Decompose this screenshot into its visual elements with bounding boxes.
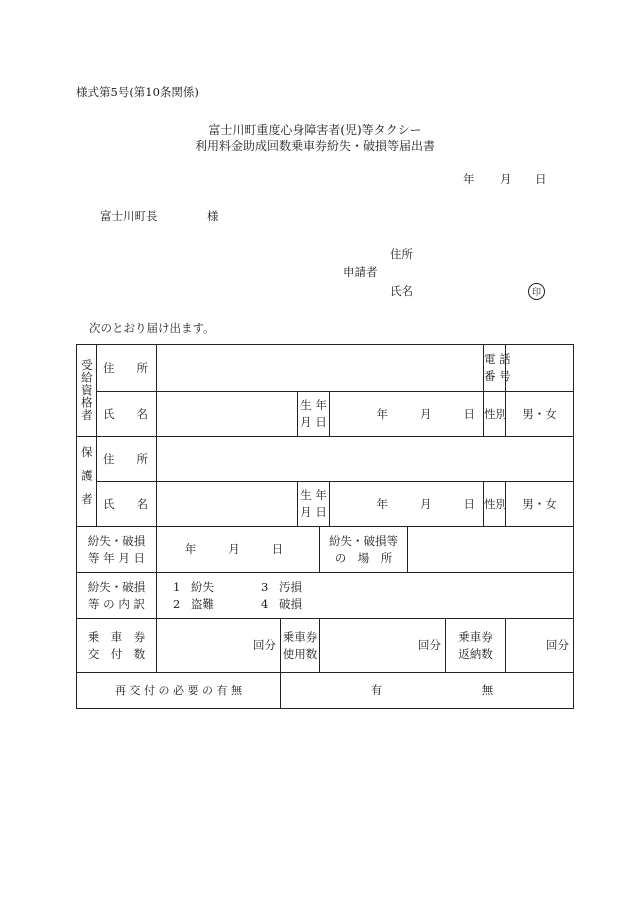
form-number: 様式第5号(第10条関係) — [76, 85, 199, 99]
birth-year-label: 年 — [376, 406, 388, 421]
recipient-name-field[interactable] — [157, 392, 298, 437]
breakdown-option-lost[interactable]: 紛失 — [191, 580, 214, 595]
address-label-2: 所 — [136, 360, 148, 375]
breakdown-label-1: 紛失・破損 — [87, 579, 146, 594]
phone-label-1: 電 話 — [484, 352, 511, 367]
returned-label-1: 乗車券 — [458, 629, 493, 644]
birth-day-label: 日 — [463, 406, 475, 421]
guardian-address-label-cell — [97, 437, 157, 482]
issued-label-2: 交 付 数 — [87, 646, 146, 661]
breakdown-option-damaged[interactable]: 破損 — [279, 596, 302, 611]
birth-month-label: 月 — [420, 406, 432, 421]
guardian-birth-month-label: 月 — [420, 496, 432, 511]
notification-table — [76, 344, 574, 709]
recipient-address-label-cell — [97, 345, 157, 392]
breakdown-num-1: 1 — [173, 580, 181, 595]
reissue-no-option[interactable]: 無 — [481, 683, 494, 698]
name-label-2: 名 — [136, 406, 148, 421]
issued-count-field[interactable]: 回分 — [157, 619, 281, 673]
guardian-address-field[interactable] — [157, 437, 574, 482]
breakdown-options[interactable] — [157, 573, 574, 619]
guardian-address-label-2: 所 — [136, 451, 148, 466]
recipient-phone-field[interactable] — [506, 345, 574, 392]
form-title-line2: 利用料金助成回数乗車券紛失・破損等届出書 — [194, 139, 435, 153]
reissue-options[interactable] — [281, 673, 574, 709]
loss-date-field[interactable] — [157, 527, 320, 573]
loss-place-field[interactable] — [408, 527, 574, 573]
guardian-name-label-2: 名 — [136, 496, 148, 511]
addressee-name: 富士川町長 — [100, 209, 158, 223]
form-title-line1: 富士川町重度心身障害者(児)等タクシー — [208, 123, 422, 137]
recipient-address-row — [77, 345, 574, 392]
used-count-field[interactable]: 回分 — [320, 619, 446, 673]
loss-date-row — [77, 527, 574, 573]
loss-place-label-cell — [320, 527, 408, 573]
applicant-name-label: 氏名 — [390, 284, 413, 298]
guardian-name-row — [77, 482, 574, 527]
recipient-address-field[interactable] — [157, 345, 484, 392]
used-label-cell — [281, 619, 320, 673]
seal-icon: 印 — [528, 283, 545, 300]
recipient-label: 受給資格者 — [79, 359, 94, 422]
date-day-label: 日 — [535, 172, 547, 186]
loss-year-label: 年 — [184, 542, 197, 557]
returned-count-field[interactable]: 回分 — [506, 619, 574, 673]
birth-label-1: 生 年 — [300, 398, 327, 413]
guardian-name-field[interactable] — [157, 482, 298, 527]
guardian-birth-label-2: 月 日 — [300, 505, 327, 519]
returned-label-2: 返納数 — [458, 646, 493, 661]
breakdown-label-cell — [77, 573, 157, 619]
guardian-birth-day-label: 日 — [463, 496, 475, 511]
recipient-birthdate-field[interactable] — [330, 392, 484, 437]
issued-label-cell — [77, 619, 157, 673]
birth-label-2: 月 日 — [300, 415, 327, 429]
intro-text: 次のとおり届け出ます。 — [89, 321, 215, 335]
issued-label-1: 乗 車 券 — [87, 629, 146, 644]
guardian-sex-field[interactable]: 男・女 — [506, 482, 574, 527]
used-label-1: 乗車券 — [282, 629, 318, 644]
name-label-1: 氏 — [103, 406, 115, 421]
loss-day-label: 日 — [271, 542, 284, 557]
applicant-label: 申請者 — [343, 265, 378, 279]
breakdown-num-2: 2 — [173, 596, 181, 611]
recipient-sex-field[interactable]: 男・女 — [506, 392, 574, 437]
guardian-address-row — [77, 437, 574, 482]
recipient-name-row — [77, 392, 574, 437]
guardian-sex-label: 性別 — [484, 482, 506, 527]
reissue-label: 再 交 付 の 必 要 の 有 無 — [77, 673, 281, 709]
returned-label-cell — [446, 619, 506, 673]
breakdown-num-3: 3 — [261, 580, 269, 595]
recipient-sex-label: 性別 — [484, 392, 506, 437]
addressee-honorific: 様 — [207, 209, 219, 223]
guardian-birth-label-cell — [298, 482, 330, 527]
reissue-row — [77, 673, 574, 709]
phone-label-2: 番 号 — [484, 369, 511, 383]
used-label-2: 使用数 — [282, 646, 318, 661]
guardian-birth-year-label: 年 — [376, 496, 388, 511]
reissue-yes-option[interactable]: 有 — [370, 683, 383, 698]
loss-date-label-2: 等 年 月 日 — [88, 550, 145, 565]
guardian-label-cell — [77, 437, 97, 527]
guardian-birth-label-1: 生 年 — [300, 488, 327, 503]
recipient-birth-label-cell — [298, 392, 330, 437]
breakdown-option-soiled[interactable]: 汚損 — [279, 580, 302, 595]
recipient-name-label-cell — [97, 392, 157, 437]
loss-date-label-1: 紛失・破損 — [87, 533, 146, 548]
date-year-label: 年 — [463, 172, 475, 186]
loss-month-label: 月 — [228, 542, 240, 557]
date-month-label: 月 — [500, 172, 512, 186]
recipient-label-cell — [77, 345, 97, 437]
guardian-label: 保護者 — [79, 446, 94, 517]
breakdown-row — [77, 573, 574, 619]
guardian-name-label-1: 氏 — [103, 496, 115, 511]
breakdown-option-stolen[interactable]: 盗難 — [191, 596, 214, 611]
guardian-address-label-1: 住 — [103, 451, 115, 466]
address-label-1: 住 — [103, 360, 115, 375]
guardian-name-label-cell — [97, 482, 157, 527]
guardian-birthdate-field[interactable] — [330, 482, 484, 527]
breakdown-label-2: 等 の 内 訳 — [88, 596, 145, 611]
loss-place-label-2: の 場 所 — [334, 550, 393, 565]
breakdown-num-4: 4 — [261, 596, 269, 611]
loss-place-label-1: 紛失・破損等 — [329, 533, 398, 548]
applicant-address-label: 住所 — [390, 247, 413, 261]
loss-date-label-cell — [77, 527, 157, 573]
ticket-count-row — [77, 619, 574, 673]
phone-label-cell — [484, 345, 511, 392]
